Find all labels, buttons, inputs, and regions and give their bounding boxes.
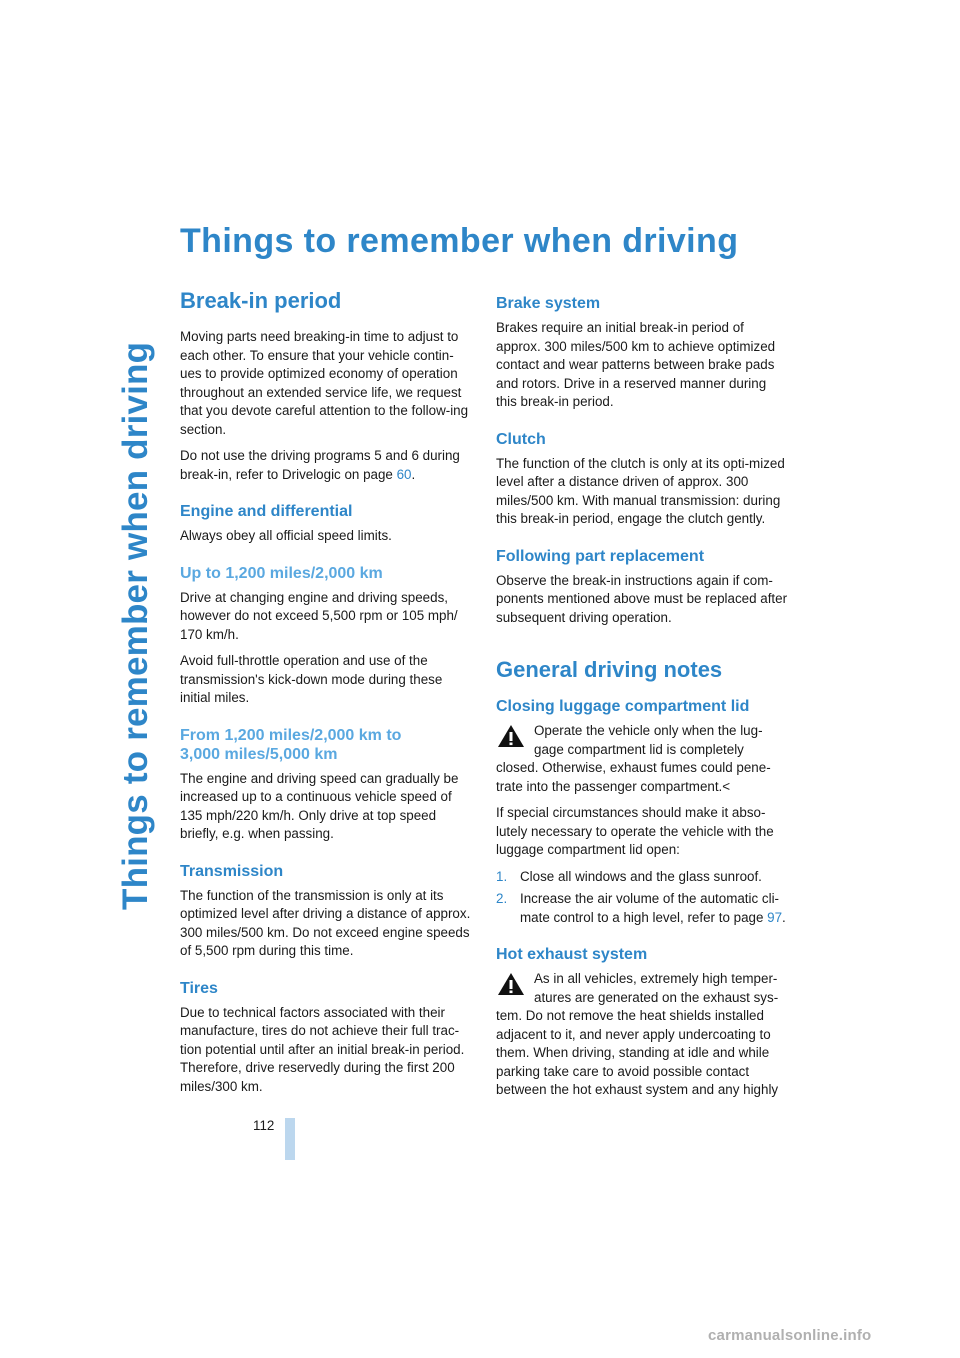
side-chapter-tab xyxy=(112,230,156,910)
exhaust-warning-text: As in all vehicles, extremely high temper-atures are generated on the exhaust sys-tem. Do not remove the heat shields installed adjacent to it, and never apply undercoating to them. When driving, standing at idle and while parking take care to avoid possible contact between the hot exhaust system and any highly xyxy=(496,971,779,1097)
clutch-text: The function of the clutch is only at its opti-mized level after a distance driven of approx. 300 miles/500 km. With manual transmission: during this break-in period, engage the clutch gently. xyxy=(496,455,785,526)
engine-text: Always obey all official speed limits. xyxy=(180,528,392,543)
from-text: The engine and driving speed can gradually be increased up to a continuous vehicle speed of 135 mph/220 km/h. Only drive at top speed briefly, e.g. when passing. xyxy=(180,770,459,841)
side-chapter-title: Things to remember when driving xyxy=(116,341,155,910)
page-link-60[interactable]: 60 xyxy=(396,466,412,482)
luggage-steps xyxy=(496,868,790,928)
page-link-97[interactable]: 97 xyxy=(767,909,783,925)
left-column xyxy=(180,288,474,1104)
from-heading-line1: From 1,200 miles/2,000 km to xyxy=(180,726,402,744)
following-text: Observe the break-in instructions again if com-ponents mentioned above must be replaced after subsequent driving operation. xyxy=(496,572,788,625)
brake-text: Brakes require an initial break-in period of approx. 300 miles/500 km to achieve optimized contact and wear patterns between brake pads and rotors. Drive in a reserved manner during this break-in period. xyxy=(496,320,776,409)
step-text: Close all windows and the glass sunroof. xyxy=(520,868,762,884)
upto-text-1: Drive at changing engine and driving speeds, however do not exceed 5,500 rpm or 105 mph/ 170 km/h. xyxy=(180,589,458,642)
page-marker-bar xyxy=(285,1118,295,1160)
transmission-heading: Transmission xyxy=(180,862,284,880)
page-title: Things to remember when driving xyxy=(180,222,739,260)
break-in-intro: Moving parts need breaking-in time to adjust to each other. To ensure that your vehicle contin-ues to provide optimized economy of operation throughout an extended service life, we request that you devote careful attention to the follow-ing section. xyxy=(180,329,469,437)
luggage-heading: Closing luggage compartment lid xyxy=(496,698,750,715)
watermark: carmanualsonline.info xyxy=(708,1327,872,1344)
from-heading xyxy=(180,726,474,764)
engine-heading: Engine and differential xyxy=(180,503,353,520)
step-text: Increase the air volume of the automatic cli-mate control to a high level, refer to page xyxy=(520,891,780,925)
tires-text: Due to technical factors associated with their manufacture, tires do not achieve their full trac-tion potential until after an initial break-in period. Therefore, drive reservedly during the first 200 miles/300 km. xyxy=(180,1004,465,1094)
drivelogic-note: Do not use the driving programs 5 and 6 during break-in, refer to Drivelogic on page 60. xyxy=(180,448,460,482)
brake-heading: Brake system xyxy=(496,295,601,312)
list-item: 2. Increase the air volume of the automatic cli-mate control to a high level, refer to page 97. xyxy=(496,891,786,925)
exhaust-heading: Hot exhaust system xyxy=(496,946,648,963)
general-heading: General driving notes xyxy=(496,657,723,682)
warning-triangle-icon xyxy=(496,971,526,997)
tires-heading: Tires xyxy=(180,979,218,997)
upto-heading: Up to 1,200 miles/2,000 km xyxy=(180,564,383,582)
from-heading-line2: 3,000 miles/5,000 km xyxy=(180,745,338,763)
step-number: 2. xyxy=(496,891,508,906)
break-in-heading: Break-in period xyxy=(180,288,342,313)
luggage-text: If special circumstances should make it abso-lutely necessary to operate the vehicle with the luggage compartment lid open: xyxy=(496,805,774,857)
clutch-heading: Clutch xyxy=(496,430,546,448)
warning-triangle-icon xyxy=(496,723,526,749)
luggage-warning-text: Operate the vehicle only when the lug-gage compartment lid is completely closed. Otherwise, exhaust fumes could pene-trate into the passenger compartment.< xyxy=(496,723,771,794)
upto-text-2: Avoid full-throttle operation and use of the transmission's kick-down mode during these initial miles. xyxy=(180,653,443,705)
transmission-text: The function of the transmission is only at its optimized level after driving a distance of approx. 300 miles/500 km. Do not exceed engine speeds of 5,500 rpm during this time. xyxy=(180,887,471,958)
luggage-warning xyxy=(496,722,790,796)
drivelogic-note-text: Do not use the driving programs 5 and 6 during break-in, refer to Drivelogic on page xyxy=(180,448,460,482)
page-number: 112 xyxy=(253,1118,275,1133)
list-item xyxy=(496,868,790,887)
exhaust-warning xyxy=(496,970,790,1100)
right-column xyxy=(496,288,790,1108)
following-heading: Following part replacement xyxy=(496,547,705,565)
step-number: 1. xyxy=(496,868,508,884)
